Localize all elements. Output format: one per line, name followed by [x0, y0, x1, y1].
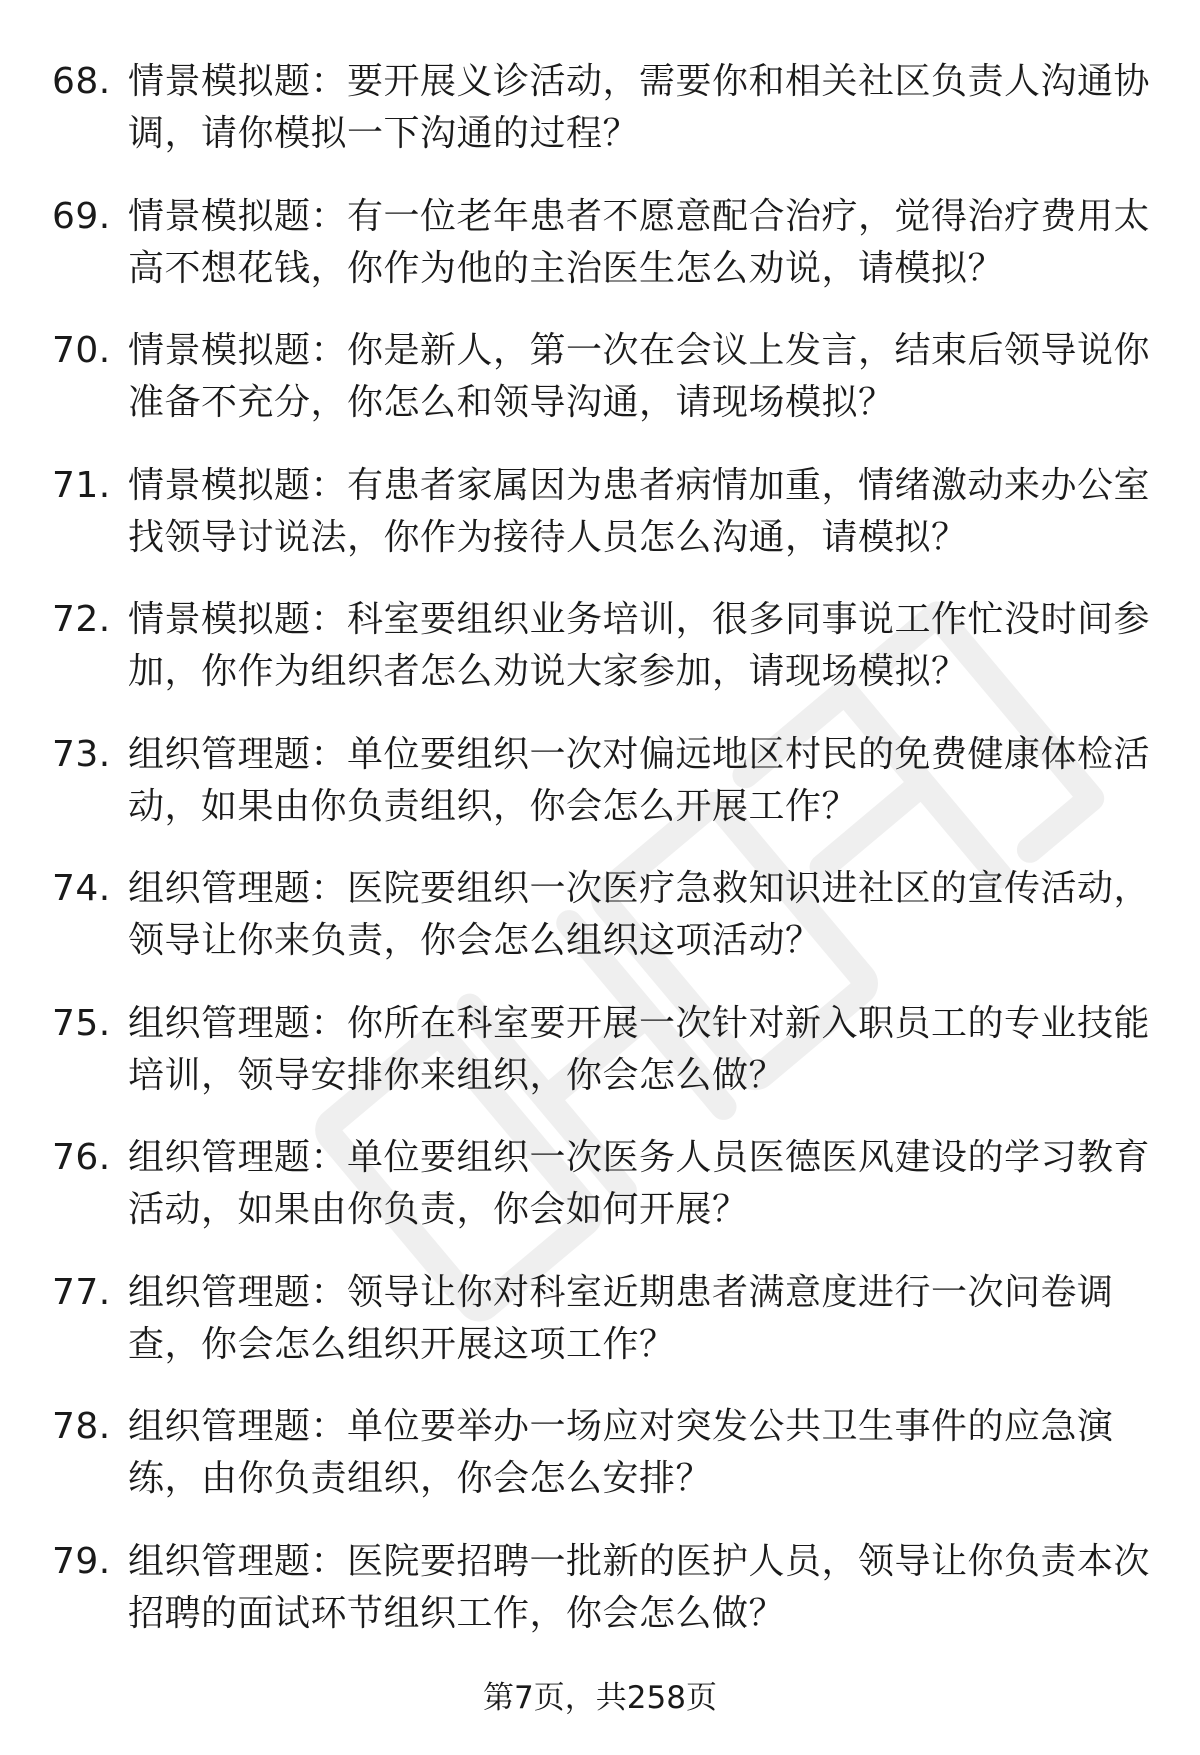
question-item	[52, 729, 1152, 841]
question-item	[52, 191, 1152, 303]
question-number: 76.	[52, 1137, 111, 1178]
question-text: 组织管理题：领导让你对科室近期患者满意度进行一次问卷调查，你会怎么组织开展这项工作？	[128, 1271, 1114, 1365]
question-number: 72.	[52, 599, 111, 640]
question-number: 78.	[52, 1406, 111, 1447]
question-item	[52, 460, 1152, 572]
question-text: 情景模拟题：你是新人，第一次在会议上发言，结束后领导说你准备不充分，你怎么和领导沟通，请现场模拟？	[128, 330, 1151, 423]
question-number: 68.	[52, 61, 111, 102]
page-footer: 第7页，共258页	[483, 1680, 717, 1716]
question-text: 情景模拟题：要开展义诊活动，需要你和相关社区负责人沟通协调，请你模拟一下沟通的过程？	[128, 61, 1151, 154]
question-text: 情景模拟题：有一位老年患者不愿意配合治疗，觉得治疗费用太高不想花钱，你作为他的主治医生怎么劝说，请模拟？	[128, 195, 1151, 289]
question-text: 组织管理题：医院要招聘一批新的医护人员，领导让你负责本次招聘的面试环节组织工作，你会怎么做？	[128, 1540, 1151, 1634]
question-item	[52, 325, 1152, 437]
question-number: 79.	[52, 1540, 111, 1582]
question-item	[52, 1536, 1152, 1648]
question-item	[52, 998, 1152, 1110]
question-text: 组织管理题：你所在科室要开展一次针对新入职员工的专业技能培训，领导安排你来组织，你会怎么做？	[128, 1002, 1151, 1096]
question-text: 情景模拟题：科室要组织业务培训，很多同事说工作忙没时间参加，你作为组织者怎么劝说大家参加，请现场模拟？	[128, 599, 1151, 692]
question-list	[52, 56, 1152, 1670]
question-number: 77.	[52, 1271, 111, 1313]
question-number: 74.	[52, 868, 111, 909]
question-text: 组织管理题：单位要举办一场应对突发公共卫生事件的应急演练，由你负责组织，你会怎么安排？	[128, 1406, 1114, 1499]
question-item	[52, 594, 1152, 706]
question-text: 组织管理题：单位要组织一次医务人员医德医风建设的学习教育活动，如果由你负责，你会如何开展？	[128, 1137, 1151, 1230]
question-item	[52, 1267, 1152, 1379]
question-item	[52, 863, 1152, 975]
question-number: 71.	[52, 464, 111, 506]
question-text: 情景模拟题：有患者家属因为患者病情加重，情绪激动来办公室找领导讨说法，你作为接待人员怎么沟通，请模拟？	[128, 464, 1151, 558]
question-item	[52, 1401, 1152, 1513]
question-number: 75.	[52, 1002, 111, 1044]
question-text: 组织管理题：医院要组织一次医疗急救知识进社区的宣传活动，领导让你来负责，你会怎么组织这项活动？	[128, 868, 1151, 961]
question-item	[52, 1132, 1152, 1244]
question-number: 73.	[52, 733, 111, 775]
question-number: 69.	[52, 195, 111, 237]
question-number: 70.	[52, 330, 111, 371]
question-item	[52, 56, 1152, 168]
question-text: 组织管理题：单位要组织一次对偏远地区村民的免费健康体检活动，如果由你负责组织，你会怎么开展工作？	[128, 733, 1151, 827]
